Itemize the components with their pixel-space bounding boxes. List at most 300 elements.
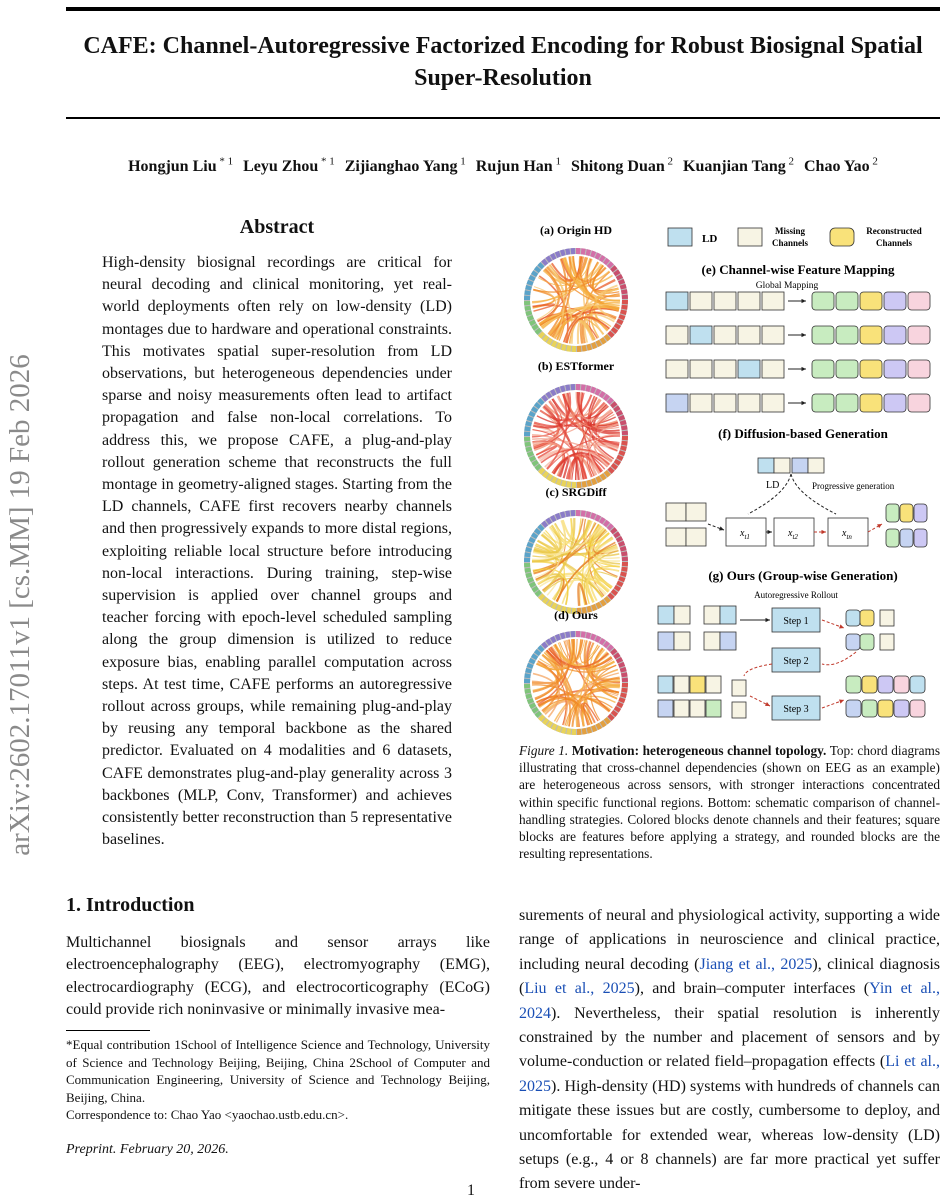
- chord-ring-segment: [552, 256, 556, 258]
- reconstructed-block: [878, 676, 893, 693]
- reconstructed-block: [884, 394, 906, 412]
- reconstructed-block: [914, 504, 927, 522]
- citation-link[interactable]: Li et al., 2025: [519, 1053, 941, 1095]
- chord-ring-segment: [613, 465, 616, 468]
- chord-ring-segment: [591, 253, 595, 254]
- citation-link[interactable]: Jiang et al., 2025: [699, 955, 813, 973]
- channel-block: [714, 326, 736, 344]
- chord-ring-segment: [601, 476, 604, 478]
- chord-ring-segment: [566, 513, 570, 514]
- reconstructed-block: [860, 394, 882, 412]
- channel-block: [738, 360, 760, 378]
- chord-ring-segment: [610, 469, 613, 472]
- chord-ring-segment: [581, 513, 585, 514]
- channel-block: [738, 292, 760, 310]
- author-name: [345, 158, 466, 175]
- chord-ring-segment: [613, 591, 616, 594]
- figure-canvas: [516, 218, 940, 738]
- chord-ring-segment: [544, 599, 547, 602]
- channel-block: [706, 700, 721, 717]
- channel-block: [690, 292, 712, 310]
- diffusion-step-subscript: tn: [846, 533, 852, 541]
- reconstructed-block: [886, 504, 899, 522]
- channel-block: [714, 360, 736, 378]
- chord-ring-segment: [561, 252, 565, 253]
- arrow-head: [801, 367, 806, 371]
- chord-ring-segment: [619, 582, 621, 586]
- chord-ring-segment: [624, 552, 625, 556]
- reconstructed-block: [862, 676, 877, 693]
- arxiv-watermark: arXiv:2602.17011v1 [cs.MM] 19 Feb 2026: [4, 354, 36, 856]
- chord-ring-segment: [581, 251, 585, 252]
- reconstructed-block: [908, 292, 930, 310]
- channel-block: [666, 326, 688, 344]
- reconstructed-block: [878, 700, 893, 717]
- chord-ring-segment: [619, 456, 621, 460]
- chord-ring-segment: [532, 321, 534, 325]
- chord-ring-segment: [543, 523, 546, 526]
- reconstructed-block: [836, 360, 858, 378]
- chord-ring-segment: [552, 639, 556, 641]
- chord-ring-segment: [566, 387, 570, 388]
- channel-block: [714, 394, 736, 412]
- channel-block: [690, 326, 712, 344]
- chord-ring-segment: [586, 514, 590, 515]
- reconstructed-block: [836, 326, 858, 344]
- abstract-heading: Abstract: [239, 216, 315, 238]
- chord-ring-segment: [531, 659, 533, 663]
- chord-ring-segment: [528, 694, 529, 698]
- chord-ring-segment: [621, 315, 622, 319]
- chord-ring-segment: [623, 693, 624, 697]
- channel-block: [706, 676, 721, 693]
- chord-ring-segment: [606, 719, 609, 722]
- ld-block: [658, 606, 674, 624]
- author-name-text: Zijianghao Yang: [344, 158, 458, 176]
- introduction-heading: 1. Introduction: [66, 894, 195, 916]
- chord-ring-segment: [624, 305, 625, 309]
- channel-block: [658, 676, 673, 693]
- ld-block: [792, 458, 808, 473]
- chord-ring-segment: [528, 573, 529, 577]
- chord-ring-segment: [536, 651, 539, 654]
- reconstructed-block: [836, 292, 858, 310]
- chord-ring-segment: [540, 717, 543, 720]
- reconstructed-block: [908, 326, 930, 344]
- legend-reconstructed-line2: Channels: [875, 238, 913, 248]
- chord-ring-segment: [592, 481, 596, 483]
- chord-ring-segment: [527, 306, 528, 310]
- chord-ring-segment: [609, 264, 612, 267]
- chord-ring-segment: [618, 276, 620, 280]
- reconstructed-block: [886, 529, 899, 547]
- chord-ring-segment: [532, 704, 534, 708]
- chord-ring-segment: [621, 663, 623, 667]
- reconstructed-block: [812, 394, 834, 412]
- legend-missing-swatch: [738, 228, 762, 246]
- chord-ring-segment: [612, 650, 615, 653]
- chord-ring-segment: [528, 548, 529, 552]
- chord-ring-segment: [621, 416, 623, 420]
- panel-c-label: (c) SRGDiff: [545, 485, 607, 499]
- chord-ring-segment: [605, 643, 608, 646]
- chord-ring-segment: [530, 699, 532, 703]
- missing-block: [732, 702, 746, 718]
- arrow-head: [801, 333, 806, 337]
- panel-g-label: (g) Ours (Group-wise Generation): [708, 568, 898, 583]
- author-name-text: Chao Yao: [804, 158, 870, 176]
- chord-ring-segment: [623, 285, 624, 289]
- chord-ring-segment: [531, 538, 533, 542]
- author-list: [66, 156, 940, 176]
- chord-ring-segment: [616, 587, 618, 590]
- chord-ring-segment: [597, 604, 601, 606]
- chord-ring-segment: [621, 451, 622, 455]
- chord-ring-segment: [624, 673, 625, 677]
- missing-block: [880, 634, 894, 650]
- chord-ring-segment: [544, 473, 547, 476]
- caption-title: Motivation: heterogeneous channel topology.: [571, 743, 827, 758]
- chord-ring-segment: [591, 515, 595, 516]
- chord-ring-segment: [537, 466, 540, 469]
- chord-ring-segment: [527, 674, 528, 678]
- rollout-link: [822, 652, 856, 665]
- reconstructed-block: [884, 292, 906, 310]
- chord-ring-segment: [548, 476, 551, 478]
- ld-block: [720, 606, 736, 624]
- global-mapping-label: Global Mapping: [755, 281, 819, 291]
- reconstructed-block: [860, 610, 874, 626]
- channel-block: [738, 326, 760, 344]
- missing-block: [674, 632, 690, 650]
- citation-link[interactable]: Liu et al., 2025: [524, 980, 635, 998]
- chord-ring-segment: [606, 472, 609, 475]
- footnote-affiliations: *Equal contribution 1School of Intelligence Science and Technology, University of Science and Technology Beijing, Beijing, China 2School of Computer and Communication Engineering, University of Science and Technology Beijing, Beijing, China.: [66, 1037, 490, 1105]
- rollout-link: [744, 664, 772, 676]
- chord-ring-segment: [601, 723, 604, 725]
- channel-block: [666, 360, 688, 378]
- chord-ring-segment: [612, 267, 615, 270]
- ld-block: [720, 632, 736, 650]
- author-name-text: Shitong Duan: [570, 158, 665, 176]
- chord-ring-segment: [531, 412, 533, 416]
- chord-ring-segment: [606, 336, 609, 339]
- chord-ring-segment: [601, 602, 604, 604]
- chord-ring-segment: [536, 530, 539, 533]
- chord-ring-segment: [556, 516, 560, 518]
- chord-ring-segment: [605, 396, 608, 399]
- reconstructed-block: [900, 529, 913, 547]
- chord-ring-segment: [619, 703, 621, 707]
- chord-ring-segment: [616, 461, 618, 464]
- chord-ring-segment: [540, 264, 543, 267]
- reconstructed-block: [860, 360, 882, 378]
- reconstructed-block: [910, 700, 925, 717]
- chord-ring-segment: [587, 730, 591, 731]
- chord-ring-segment: [623, 310, 624, 314]
- intro-text-part: ), clinical diagnosis (: [519, 955, 940, 998]
- chord-ring-segment: [624, 441, 625, 445]
- chord-ring-segment: [556, 390, 560, 392]
- chord-ring-segment: [601, 394, 604, 396]
- chord-link: [596, 279, 616, 290]
- chord-ring-segment: [623, 421, 624, 425]
- chord-ring-segment: [529, 417, 530, 421]
- chord-ring-segment: [582, 731, 586, 732]
- chord-ring-segment: [596, 638, 600, 640]
- author-name: [571, 158, 673, 175]
- arrow-head: [801, 401, 806, 405]
- chord-ring-segment: [624, 567, 625, 571]
- diffusion-step-box: [774, 518, 814, 546]
- chord-ring-segment: [556, 254, 560, 256]
- chord-ring-segment: [528, 447, 529, 451]
- chord-ring-segment: [528, 669, 529, 673]
- chord-ring-segment: [581, 634, 585, 635]
- chord-ring-segment: [609, 647, 612, 650]
- chord-ring-segment: [561, 388, 565, 389]
- reconstructed-block: [914, 529, 927, 547]
- chord-ring-segment: [623, 668, 624, 672]
- missing-block: [686, 528, 706, 546]
- channel-block: [674, 676, 689, 693]
- channel-block: [714, 292, 736, 310]
- chord-ring-segment: [623, 572, 624, 576]
- chord-diagram-estformer: [527, 387, 625, 485]
- author-name: [243, 158, 335, 175]
- chord-ring-segment: [537, 713, 540, 716]
- chord-ring-segment: [544, 337, 547, 340]
- chord-ring-segment: [543, 397, 546, 400]
- abstract-text: High-density biosignal recordings are critical for neural decoding and clinical monitoring, yet real-world deployments often rely on low-density (LD) montages due to hardware and operational constraints. This motivates spatial super-resolution from LD observations, but heterogeneous dependencies under sparse and noisy measurements often lead to artifact propagation and false non-local correlations. To address this, we propose CAFE, a plug-and-play rollout generation scheme that reconstructs the full montage in geometry-aligned stages. Starting from the LD channels, CAFE first recovers nearby channels and then progressively expands to more distal regions, exploiting reliable local structure before introducing non-local interactions. During training, step-wise supervision is applied over channel groups and teacher forcing with epoch-level scheduled sampling along the group dimension is utilized to reduce exposure bias, enabling parallel computation across steps. At test time, CAFE performs an autoregressive rollout across groups, while remaining plug-and-play by reusing any temporal backbone as the shared predictor. Evaluated on 4 modalities and 6 datasets, CAFE demonstrates plug-and-play generality across 3 backbones (MLP, Conv, Transformer) and achieves consistently better reconstruction than 5 representative baselines.: [102, 254, 452, 849]
- chord-ring-segment: [624, 290, 625, 294]
- chord-ring-segment: [616, 654, 618, 657]
- chord-ring-segment: [552, 343, 556, 345]
- chord-ring-segment: [530, 452, 532, 456]
- chord-ring-segment: [547, 258, 550, 260]
- chord-ring-segment: [587, 347, 591, 348]
- chord-ring-segment: [586, 635, 590, 636]
- chord-ring-segment: [534, 587, 536, 590]
- chord-ring-segment: [616, 407, 618, 410]
- channel-block: [690, 700, 705, 717]
- footnote-correspondence: Correspondence to: Chao Yao <yaochao.ustb.edu.cn>.: [66, 1107, 349, 1122]
- chord-ring-segment: [618, 659, 620, 663]
- chord-ring-segment: [529, 543, 530, 547]
- chord-ring-segment: [616, 325, 618, 328]
- chord-ring-segment: [534, 272, 536, 275]
- arrow-head: [765, 618, 770, 622]
- chord-ring-segment: [527, 689, 528, 693]
- chord-ring-segment: [527, 291, 528, 295]
- chord-ring-segment: [605, 522, 608, 525]
- paper-title: CAFE: Channel-Autoregressive Factorized Encoding for Robust Biosignal Spatial Super-Resolution: [83, 33, 923, 91]
- reconstructed-block: [812, 326, 834, 344]
- page-number: 1: [467, 1182, 475, 1199]
- arrow-head: [839, 624, 844, 628]
- chord-ring-segment: [557, 345, 561, 346]
- missing-block: [808, 458, 824, 473]
- chord-ring-segment: [616, 708, 618, 711]
- citation-link[interactable]: Yin et al., 2024: [519, 980, 940, 1022]
- legend-reconstructed-line1: Reconstructed: [866, 226, 922, 236]
- chord-ring-segment: [527, 427, 528, 431]
- chord-ring-segment: [586, 388, 590, 389]
- missing-block: [704, 606, 720, 624]
- autoregressive-rollout-label: Autoregressive Rollout: [754, 590, 838, 600]
- arrow-head: [767, 530, 772, 534]
- reconstructed-block: [846, 700, 861, 717]
- chord-ring-segment: [610, 595, 613, 598]
- chord-ring-segment: [591, 389, 595, 390]
- diffusion-step-box: [828, 518, 868, 546]
- arrow-head: [839, 699, 844, 703]
- channel-block: [658, 700, 673, 717]
- chord-ring-segment: [547, 520, 550, 522]
- chord-ring-segment: [540, 470, 543, 473]
- chord-ring-segment: [534, 325, 536, 328]
- intro-text-part: ), and brain–computer interfaces (: [634, 980, 870, 998]
- chord-ring-segment: [586, 252, 590, 253]
- chord-ring-segment: [548, 723, 551, 725]
- legend-ld-label: LD: [702, 233, 718, 245]
- chord-ring-segment: [618, 538, 620, 542]
- author-affiliation-mark: 1: [457, 156, 466, 168]
- author-affiliation-mark: * 1: [216, 156, 234, 168]
- chord-ring-segment: [557, 728, 561, 729]
- legend-missing-line1: Missing: [774, 226, 806, 236]
- ld-block: [758, 458, 774, 473]
- chord-ring-segment: [544, 720, 547, 723]
- chord-ring-segment: [596, 255, 600, 257]
- author-affiliation-mark: 2: [664, 156, 674, 168]
- channel-wise-mapping-diagram: [666, 292, 930, 412]
- chord-ring-segment: [610, 716, 613, 719]
- channel-block: [762, 394, 784, 412]
- chord-ring-segment: [531, 276, 533, 280]
- chord-ring-segment: [552, 605, 556, 607]
- chord-ring-segment: [536, 404, 539, 407]
- diffusion-generation-diagram: [666, 458, 927, 547]
- chord-ring-segment: [534, 655, 536, 658]
- diffusion-step-subscript: t1: [744, 533, 750, 541]
- chord-ring-segment: [601, 258, 604, 260]
- missing-block: [880, 610, 894, 626]
- missing-block: [732, 680, 746, 696]
- chord-ring-segment: [548, 340, 551, 342]
- diffusion-step-subscript: t2: [792, 533, 798, 541]
- chord-ring-segment: [532, 457, 534, 461]
- panel-b-label: (b) ESTformer: [537, 359, 615, 373]
- chord-ring-segment: [605, 260, 608, 263]
- chord-ring-segment: [561, 635, 565, 636]
- reconstructed-block: [908, 360, 930, 378]
- missing-block: [704, 632, 720, 650]
- panel-a-label: (a) Origin HD: [540, 223, 612, 237]
- chord-ring-segment: [552, 726, 556, 728]
- chord-ring-segment: [601, 340, 604, 342]
- chord-ring-segment: [530, 316, 532, 320]
- chord-ring-segment: [562, 483, 566, 484]
- chord-ring-segment: [556, 637, 560, 639]
- channel-block: [762, 292, 784, 310]
- chord-ring-segment: [619, 320, 621, 324]
- reconstructed-block: [860, 326, 882, 344]
- missing-block: [666, 528, 686, 546]
- chord-ring-segment: [534, 408, 536, 411]
- chord-ring-segment: [581, 387, 585, 388]
- rollout-step-label: Step 3: [783, 704, 809, 715]
- chord-diagram-ours: [527, 634, 625, 732]
- channel-block: [762, 326, 784, 344]
- chord-ring-segment: [537, 592, 540, 595]
- chord-ring-segment: [592, 728, 596, 730]
- chord-ring-segment: [616, 271, 618, 274]
- chord-ring-segment: [562, 347, 566, 348]
- panel-f-label: (f) Diffusion-based Generation: [718, 426, 888, 441]
- chord-ring-segment: [527, 442, 528, 446]
- chord-ring-segment: [547, 641, 550, 643]
- chord-ring-segment: [624, 688, 625, 692]
- channel-block: [674, 700, 689, 717]
- author-name-text: Rujun Han: [475, 158, 553, 176]
- footnote: [66, 1036, 490, 1124]
- author-name-text: Hongjun Liu: [128, 158, 217, 176]
- chord-diagram-srgdiff: [527, 513, 625, 611]
- legend-ld-swatch: [668, 228, 692, 246]
- group-wise-generation-diagram: [658, 606, 925, 720]
- channel-block: [690, 676, 705, 693]
- chord-ring-segment: [596, 517, 600, 519]
- caption-text: Top: chord diagrams illustrating that cross-channel dependencies (shown on EEG as an example) are heterogeneous across sensors, with stronger interactions concentrated within specific functional regions. Bottom: schematic comparison of channel-handling strategies. Colored blocks denote channels and their features; square blocks are features before applying a strategy, and rounded blocks are the resulting representations.: [519, 743, 940, 862]
- chord-ring-segment: [552, 479, 556, 481]
- chord-ring-segment: [548, 602, 551, 604]
- reconstructed-block: [908, 394, 930, 412]
- chord-ring-segment: [534, 534, 536, 537]
- figure-1: [516, 218, 940, 743]
- chord-ring-segment: [567, 731, 571, 732]
- chord-ring-segment: [540, 526, 543, 529]
- chord-ring-segment: [623, 446, 624, 450]
- author-name: [683, 158, 794, 175]
- preprint-note: Preprint. February 20, 2026.: [66, 1142, 229, 1157]
- chord-ring-segment: [621, 577, 622, 581]
- chord-ring-segment: [601, 641, 604, 643]
- chord-ring-segment: [528, 286, 529, 290]
- chord-ring-segment: [621, 280, 623, 284]
- progressive-text: Progressive generation: [812, 481, 895, 491]
- chord-ring-segment: [597, 342, 601, 344]
- reconstructed-block: [846, 610, 860, 626]
- arrow-head: [821, 530, 826, 534]
- chord-ring-segment: [601, 520, 604, 522]
- chord-ring-segment: [534, 708, 536, 711]
- chord-ring-segment: [613, 712, 616, 715]
- chord-ring-segment: [547, 394, 550, 396]
- chord-ring-segment: [540, 400, 543, 403]
- reconstructed-block: [812, 292, 834, 310]
- chord-ring-segment: [597, 478, 601, 480]
- chord-ring-segment: [597, 725, 601, 727]
- chord-ring-segment: [529, 664, 530, 668]
- author-name: [476, 158, 561, 175]
- chord-ring-segment: [582, 348, 586, 349]
- chord-ring-segment: [540, 334, 543, 337]
- channel-block: [690, 360, 712, 378]
- chord-ring-segment: [540, 647, 543, 650]
- legend-missing-line2: Channels: [771, 238, 809, 248]
- chord-ring-segment: [540, 596, 543, 599]
